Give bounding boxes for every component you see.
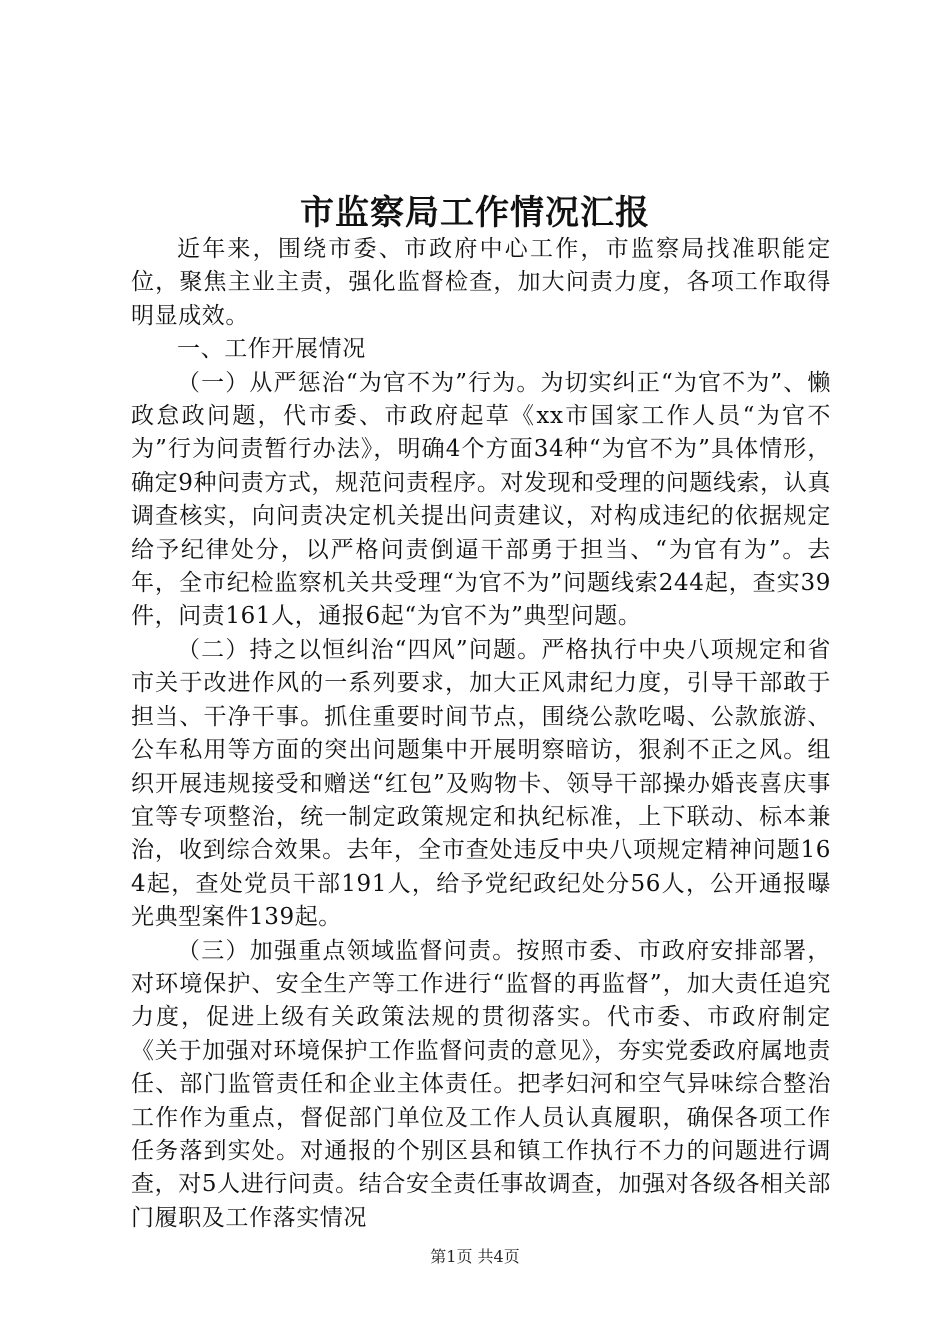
body-paragraph-2: （二）持之以恒纠治“四风”问题。严格执行中央八项规定和省市关于改进作风的一系列要求，加大正风肃纪力度，引导干部敢于担当、干净干事。抓住重要时间节点，围绕公款吃喝、公款旅游、公车私用等方面的突出问题集中开展明察暗访，狠刹不正之风。组织开展违规接受和赠送“红包”及购物卡、领导干部操办婚丧喜庆事宜等专项整治，统一制定政策规定和执纪标准，上下联动、标本兼治，收到综合效果。去年，全市查处违反中央八项规定精神问题164起，查处党员干部191人，给予党纪政纪处分56人，公开通报曝光典型案件139起。 bbox=[131, 636, 831, 931]
section-heading: 一、工作开展情况 bbox=[177, 336, 366, 363]
intro-paragraph: 近年来，围绕市委、市政府中心工作，市监察局找准职能定位，聚焦主业主责，强化监督检查，加大问责力度，各项工作取得明显成效。 bbox=[131, 236, 831, 329]
body-paragraph-1: （一）从严惩治“为官不为”行为。为切实纠正“为官不为”、懒政怠政问题，代市委、市政府起草《xx市国家工作人员“为官不为”行为问责暂行办法》，明确4个方面34种“为官不为”具体情形，确定9种问责方式，规范问责程序。对发现和受理的问题线索，认真调查核实，向问责决定机关提出问责建议，对构成违纪的依据规定给予纪律处分，以严格问责倒逼干部勇于担当、“为官有为”。去年，全市纪检监察机关共受理“为官不为”问题线索244起，查实39件，问责161人，通报6起“为官不为”典型问题。 bbox=[131, 369, 831, 630]
document-body bbox=[131, 233, 831, 1235]
page-number-footer: 第1页 共4页 bbox=[430, 1247, 520, 1266]
body-paragraph-3: （三）加强重点领域监督问责。按照市委、市政府安排部署，对环境保护、安全生产等工作进行“监督的再监督”，加大责任追究力度，促进上级有关政策法规的贯彻落实。代市委、市政府制定《关于加强对环境保护工作监督问责的意见》，夯实党委政府属地责任、部门监管责任和企业主体责任。把孝妇河和空气异味综合整治工作作为重点，督促部门单位及工作人员认真履职，确保各项工作任务落到实处。对通报的个别区县和镇工作执行不力的问题进行调查，对5人进行问责。结合安全责任事故调查，加强对各级各相关部门履职及工作落实情况 bbox=[131, 937, 831, 1231]
document-title: 市监察局工作情况汇报 bbox=[300, 193, 650, 233]
